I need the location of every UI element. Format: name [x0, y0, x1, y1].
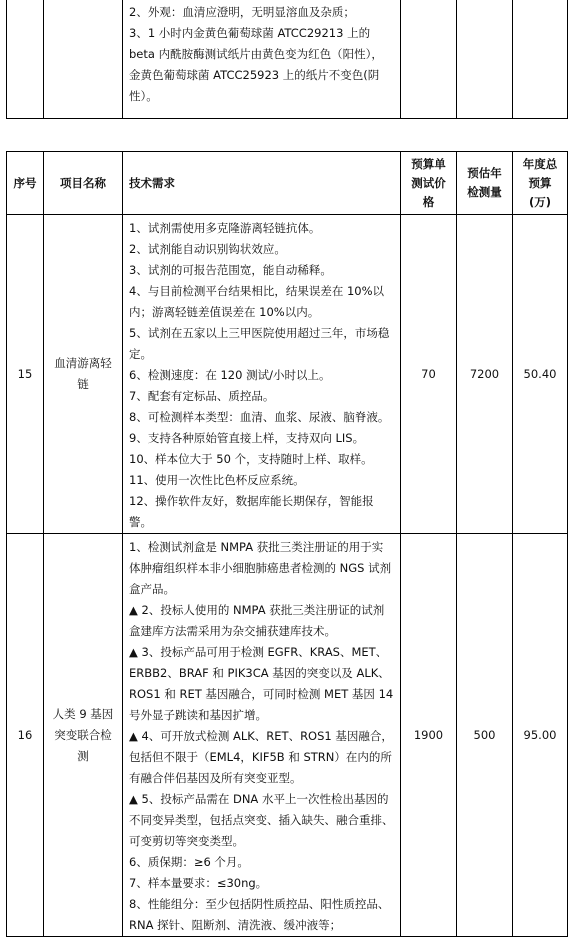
- name-cell: 血清游离轻链: [44, 215, 123, 534]
- header-volume: 预估年检测量: [457, 152, 513, 215]
- requirement-line: ▲ 4、可开放式检测 ALK、RET、ROS1 基因融合，包括但不限于（EML4，KIF5B 和 STRN）在内的所有融合伴侣基因及所有突变亚型。: [129, 729, 393, 785]
- requirement-line: 9、支持各种原始管直接上样，支持双向 LIS。: [129, 431, 365, 445]
- requirement-line: ▲ 3、投标产品可用于检测 EGFR、KRAS、MET、ERBB2、BRAF 和 PIK3CA 基因的突变以及 ALK、ROS1 和 RET 基因融合，可同时检测 MET 基因 14 号外显子跳读和基因扩增。: [129, 645, 394, 722]
- requirement-line: 12、操作软件友好，数据库能长期保存，智能报警。: [129, 494, 374, 529]
- volume-cell: [457, 0, 513, 118]
- requirement-line: 7、配套有定标品、质控品。: [129, 389, 275, 403]
- budget-cell: 50.40: [513, 215, 568, 534]
- price-cell: [401, 0, 457, 118]
- requirement-line: 2、外观：血清应澄明，无明显溶血及杂质；: [129, 5, 355, 19]
- header-seq: 序号: [7, 152, 44, 215]
- name-cell: 人类 9 基因突变联合检测: [44, 534, 123, 937]
- budget-cell: 95.00: [513, 534, 568, 937]
- header-requirements: 技术需求: [123, 152, 401, 215]
- previous-item-table: [6, 0, 568, 119]
- requirement-line: ▲ 2、投标人使用的 NMPA 获批三类注册证的试剂盒建库方法需采用为杂交捕获建库技术。: [129, 603, 385, 638]
- requirement-line: 10、样本位大于 50 个，支持随时上样、取样。: [129, 452, 373, 466]
- requirements-cell: [123, 0, 401, 118]
- requirement-line: ▲ 5、投标产品需在 DNA 水平上一次性检出基因的不同变异类型，包括点突变、插入缺失、融合重排、可变剪切等突变类型。: [129, 792, 394, 848]
- requirement-line: 8、可检测样本类型：血清、血浆、尿液、脑脊液。: [129, 410, 390, 424]
- table-row: [7, 0, 568, 118]
- procurement-table: [6, 151, 568, 937]
- requirement-line: 2、试剂能自动识别钩状效应。: [129, 242, 286, 256]
- requirement-line: 3、试剂的可报告范围宽，能自动稀释。: [129, 263, 332, 277]
- requirement-line: 1、检测试剂盒是 NMPA 获批三类注册证的用于实体肿瘤组织样本非小细胞肺癌患者检测的 NGS 试剂盒产品。: [129, 540, 392, 596]
- requirement-line: 3、1 小时内金黄色葡萄球菌 ATCC29213 上的beta 内酰胺酶测试纸片由黄色变为红色（阳性），金黄色葡萄球菌 ATCC25923 上的纸片不变色(阴性）。: [129, 26, 383, 103]
- header-row: [7, 152, 568, 215]
- requirement-line: 6、质保期：≥6 个月。: [129, 855, 249, 869]
- requirements-cell: [123, 534, 401, 937]
- table-row: [7, 534, 568, 937]
- budget-cell: [513, 0, 568, 118]
- requirement-line: 7、样本量要求：≤30ng。: [129, 876, 268, 890]
- price-cell: 70: [401, 215, 457, 534]
- seq-cell: 15: [7, 215, 44, 534]
- volume-cell: 7200: [457, 215, 513, 534]
- seq-cell: 16: [7, 534, 44, 937]
- requirement-line: 6、检测速度：在 120 测试/小时以上。: [129, 368, 331, 382]
- requirement-line: 5、试剂在五家以上三甲医院使用超过三年，市场稳定。: [129, 326, 390, 361]
- table-row: [7, 215, 568, 534]
- volume-cell: 500: [457, 534, 513, 937]
- seq-cell: [7, 0, 44, 118]
- header-name: 项目名称: [44, 152, 123, 215]
- requirement-line: 8、性能组分：至少包括阴性质控品、阳性质控品、RNA 探针、阻断剂、清洗液、缓冲液等；: [129, 897, 390, 932]
- header-budget: 年度总预算(万): [513, 152, 568, 215]
- header-price: 预算单测试价格: [401, 152, 457, 215]
- requirement-line: 1、试剂需使用多克隆游离轻链抗体。: [129, 221, 321, 235]
- requirement-line: 11、使用一次性比色杯反应系统。: [129, 473, 305, 487]
- requirements-cell: [123, 215, 401, 534]
- price-cell: 1900: [401, 534, 457, 937]
- name-cell: [44, 0, 123, 118]
- requirement-line: 4、与目前检测平台结果相比，结果误差在 10%以内；游离轻链差值误差在 10%以内。: [129, 284, 385, 319]
